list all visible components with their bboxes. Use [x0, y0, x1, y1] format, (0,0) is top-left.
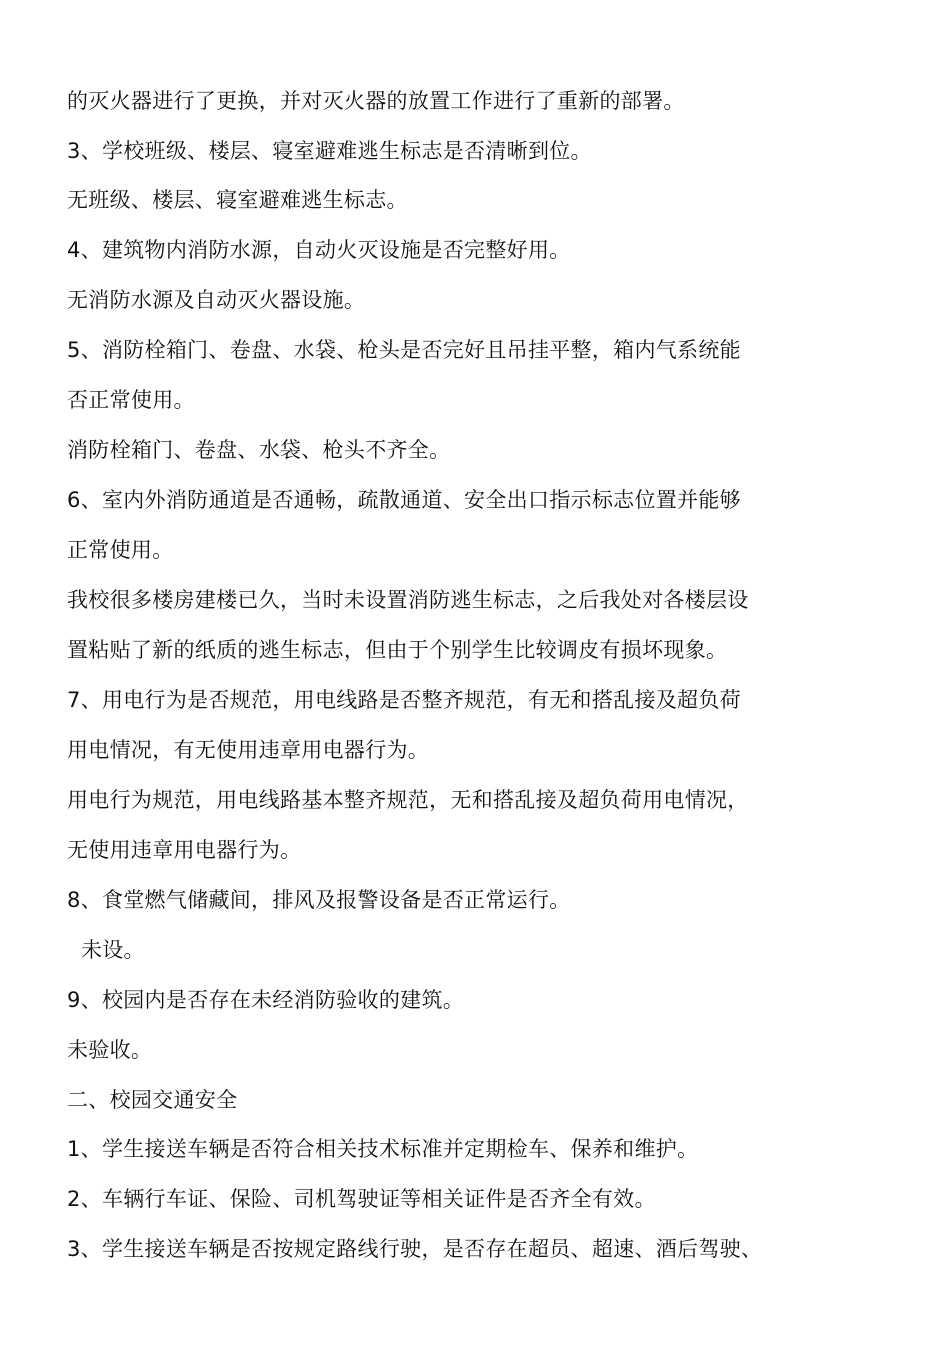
text-line: 2、车辆行车证、保险、司机驾驶证等相关证件是否齐全有效。 [67, 1187, 656, 1211]
text-line: 否正常使用。 [67, 388, 195, 412]
text-line: 置粘贴了新的纸质的逃生标志，但由于个别学生比较调皮有损坏现象。 [67, 638, 728, 662]
text-line: 3、学生接送车辆是否按规定路线行驶，是否存在超员、超速、酒后驾驶、 [67, 1237, 763, 1261]
text-line: 的灭火器进行了更换，并对灭火器的放置工作进行了重新的部署。 [67, 89, 685, 113]
text-line: 9、校园内是否存在未经消防验收的建筑。 [67, 988, 465, 1012]
text-line: 未设。 [67, 938, 145, 962]
text-line: 无使用违章用电器行为。 [67, 838, 302, 862]
section-heading: 二、校园交通安全 [67, 1088, 238, 1112]
text-line: 7、用电行为是否规范，用电线路是否整齐规范，有无和搭乱接及超负荷 [67, 688, 741, 712]
text-line: 用电行为规范，用电线路基本整齐规范，无和搭乱接及超负荷用电情况， [67, 788, 749, 812]
text-line: 4、建筑物内消防水源，自动火灭设施是否完整好用。 [67, 238, 571, 262]
text-line: 5、消防栓箱门、卷盘、水袋、枪头是否完好且吊挂平整，箱内气系统能 [67, 338, 741, 362]
text-line: 8、食堂燃气储藏间，排风及报警设备是否正常运行。 [67, 888, 571, 912]
text-line: 正常使用。 [67, 538, 174, 562]
text-line: 无消防水源及自动灭火器设施。 [67, 288, 366, 312]
text-line: 用电情况，有无使用违章用电器行为。 [67, 738, 430, 762]
text-line: 6、室内外消防通道是否通畅，疏散通道、安全出口指示标志位置并能够 [67, 488, 741, 512]
text-line: 3、学校班级、楼层、寝室避难逃生标志是否清晰到位。 [67, 139, 592, 163]
text-line: 消防栓箱门、卷盘、水袋、枪头不齐全。 [67, 438, 451, 462]
text-line: 未验收。 [67, 1038, 153, 1062]
text-line: 我校很多楼房建楼已久，当时未设置消防逃生标志，之后我处对各楼层设 [67, 588, 749, 612]
text-line: 无班级、楼层、寝室避难逃生标志。 [67, 188, 408, 212]
text-line: 1、学生接送车辆是否符合相关技术标准并定期检车、保养和维护。 [67, 1137, 699, 1161]
